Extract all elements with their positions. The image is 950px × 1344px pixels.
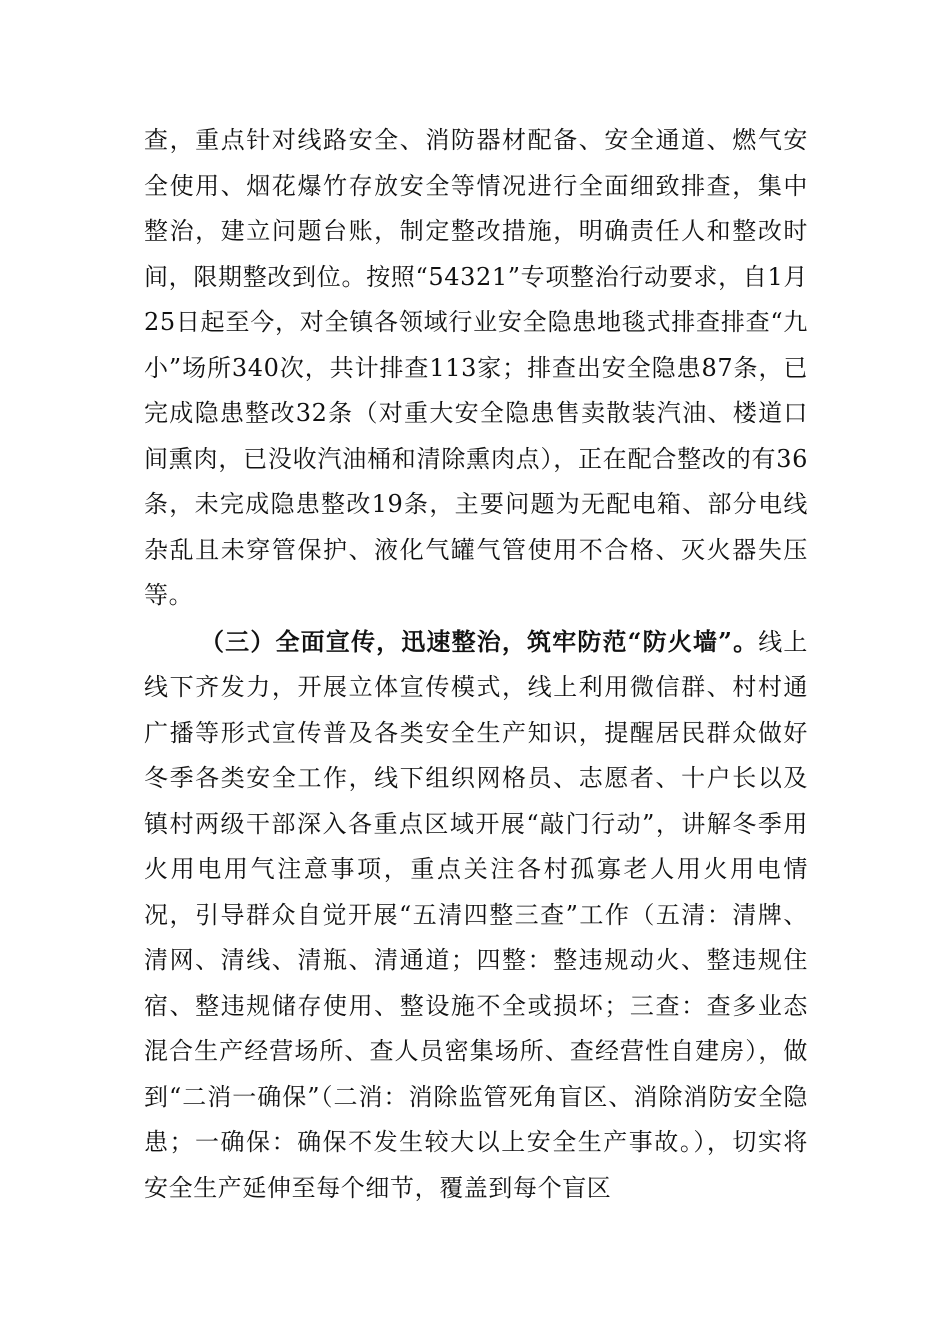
paragraph-text: 查，重点针对线路安全、消防器材配备、安全通道、燃气安全使用、烟花爆竹存放安全等情况进行全面细致排查，集中整治，建立问题台账，制定整改措施，明确责任人和整改时间，限期整改到位。按照“54321”专项整治行动要求，自1月25日起至今，对全镇各领域行业安全隐患地毯式排查排查“九小”场所340次，共计排查113家；排查出安全隐患87条，已完成隐患整改32条（对重大安全隐患售卖散装汽油、楼道口间熏肉，已没收汽油桶和清除熏肉点），正在配合整改的有36条，未完成隐患整改19条，主要问题为无配电箱、部分电线杂乱且未穿管保护、液化气罐气管使用不合格、灭火器失压等。 <box>144 126 808 609</box>
document-body <box>144 118 808 1211</box>
paragraph-section-three <box>144 619 808 1212</box>
section-heading: （三）全面宣传，迅速整治，筑牢防范“防火墙”。 <box>200 626 759 656</box>
paragraph-text: 线上线下齐发力，开展立体宣传模式，线上利用微信群、村村通广播等形式宣传普及各类安全生产知识，提醒居民群众做好冬季各类安全工作，线下组织网格员、志愿者、十户长以及镇村两级干部深入各重点区域开展“敲门行动”，讲解冬季用火用电用气注意事项，重点关注各村孤寡老人用火用电情况，引导群众自觉开展“五清四整三查”工作（五清：清牌、清网、清线、清瓶、清通道；四整：整违规动火、整违规住宿、整违规储存使用、整设施不全或损坏；三查：查多业态混合生产经营场所、查人员密集场所、查经营性自建房），做到“二消一确保”（二消：消除监管死角盲区、消除消防安全隐患；一确保：确保不发生较大以上安全生产事故。），切实将安全生产延伸至每个细节，覆盖到每个盲区 <box>144 627 808 1202</box>
paragraph-continuation <box>144 118 808 619</box>
